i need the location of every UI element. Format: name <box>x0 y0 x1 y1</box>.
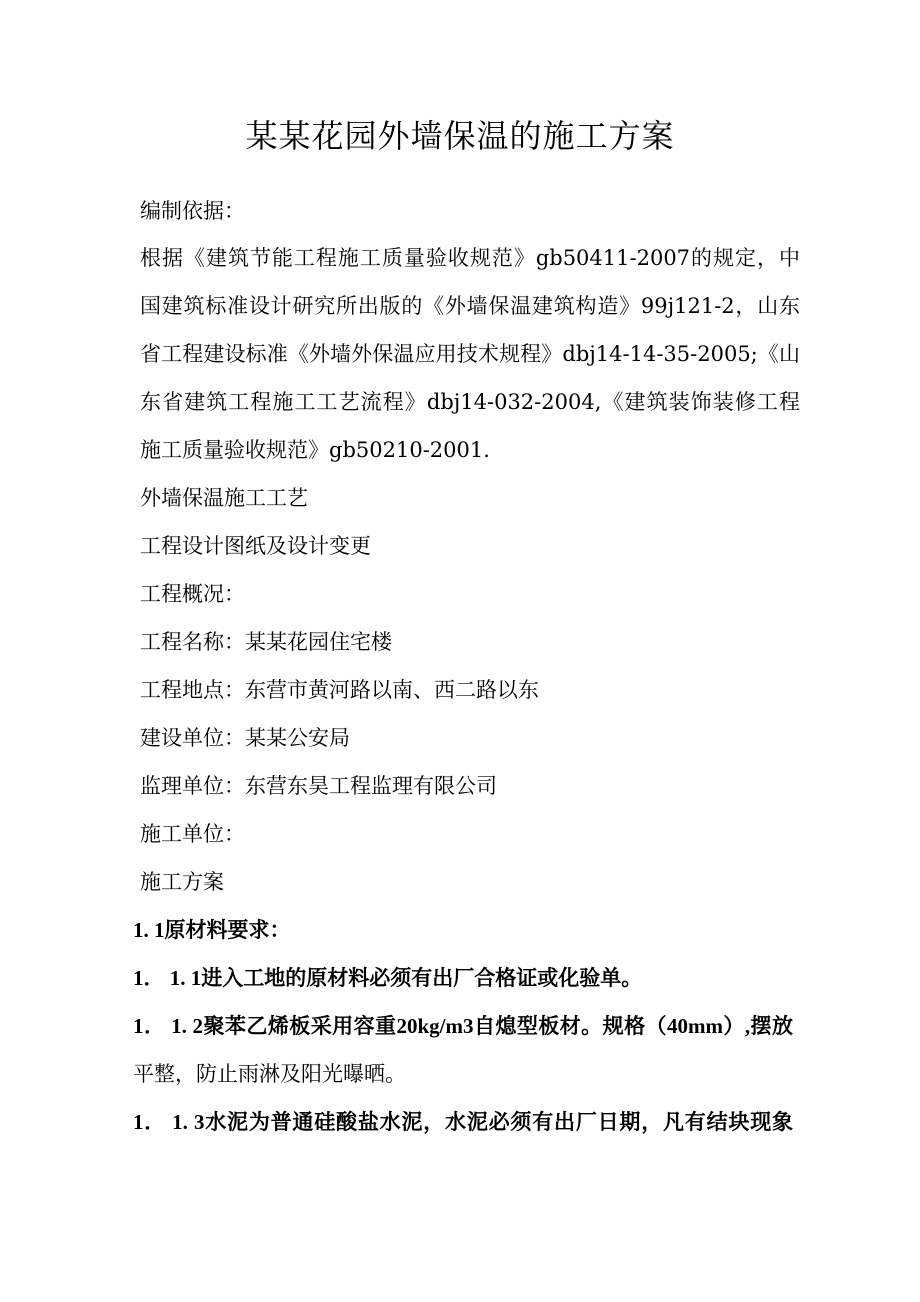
paragraph-line: 施工质量验收规范》gb50210-2001. <box>140 438 490 462</box>
info-line-project-name: 工程名称：某某花园住宅楼 <box>140 630 392 654</box>
paragraph-line: 东省建筑工程施工工艺流程》dbj14-032-2004,《建筑装饰装修工程 <box>140 390 800 414</box>
numbered-item: 1． 1. 3水泥为普通硅酸盐水泥，水泥必须有出厂日期，凡有结块现象 <box>133 1110 793 1134</box>
paragraph-line: 根据《建筑节能工程施工质量验收规范》gb50411-2007的规定，中 <box>140 246 800 270</box>
paragraph-line: 编制依据： <box>140 199 245 223</box>
section-heading: 工程概况： <box>140 582 245 606</box>
document-title: 某某花园外墙保温的施工方案 <box>245 117 675 155</box>
paragraph-line: 省工程建设标准《外墙外保温应用技术规程》dbj14-14-35-2005;《山 <box>140 342 800 366</box>
info-line-contractor: 施工单位： <box>140 822 245 846</box>
info-line-project-location: 工程地点：东营市黄河路以南、西二路以东 <box>140 678 539 702</box>
numbered-item: 1． 1. 1进入工地的原材料必须有出厂合格证或化验单。 <box>133 966 643 990</box>
section-heading: 施工方案 <box>140 870 224 894</box>
info-line-supervisor: 监理单位：东营东昊工程监理有限公司 <box>140 774 497 798</box>
paragraph-line: 工程设计图纸及设计变更 <box>140 534 371 558</box>
paragraph-line: 国建筑标准设计研究所出版的《外墙保温建筑构造》99j121-2，山东 <box>140 294 800 318</box>
paragraph-line: 平整，防止雨淋及阳光曝晒。 <box>133 1062 406 1086</box>
info-line-client: 建设单位：某某公安局 <box>140 726 350 750</box>
numbered-item: 1. 1原材料要求： <box>133 918 291 942</box>
section-heading: 外墙保温施工工艺 <box>140 486 308 510</box>
numbered-item: 1． 1. 2聚苯乙烯板采用容重20kg/m3自熄型板材。规格（40mm）,摆放 <box>133 1014 793 1038</box>
